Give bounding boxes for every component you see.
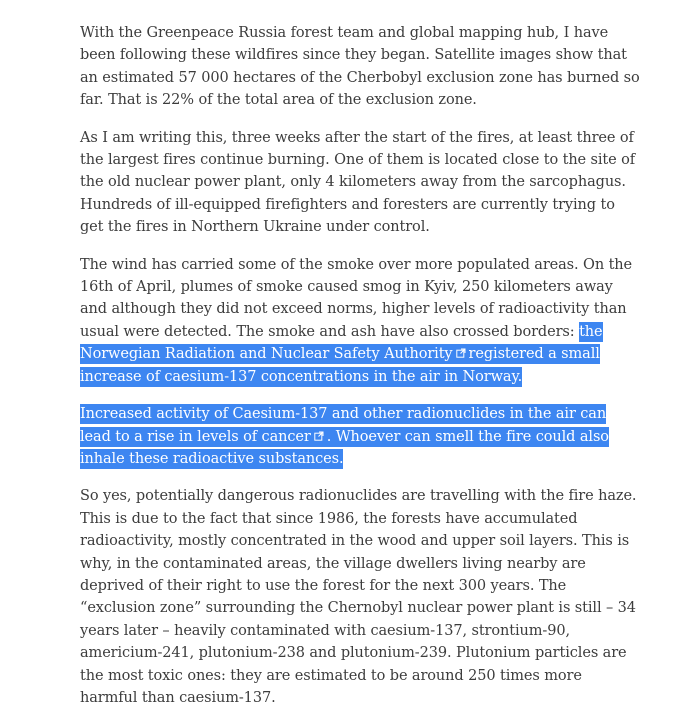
selected-text-lead: the <box>579 323 603 340</box>
norwegian-authority-link[interactable]: Norwegian Radiation and Nuclear Safety Authority <box>80 346 453 363</box>
paragraph-text: The wind has carried some of the smoke over more populated areas. On the 16th of April, plumes of smoke caused smog in Kyiv, 250 kilometers away and although they did not exceed norms, higher levels of radioactivity than usual were detected. The smoke and ash have also crossed borders: <box>80 256 633 340</box>
paragraph-fires-burning: As I am writing this, three weeks after the start of the fires, at least three of the largest fires continue burning. One of them is located close to the site of the old nuclear power plant, only 4 kilometers away from the sarcophagus. Hundreds of ill-equipped firefighters and foresters are currently trying to get the fires in Northern Ukraine under control. <box>80 129 636 236</box>
selected-text <box>80 404 609 469</box>
selected-text-lead: Increased activity of Caesium-137 and other radionuclides in the air can lead to a rise in <box>80 406 607 445</box>
paragraph-cancer-risk <box>80 403 640 470</box>
levels-of-cancer-link[interactable]: levels of cancer <box>197 428 311 445</box>
paragraph-radionuclides: So yes, potentially dangerous radionuclides are travelling with the fire haze. This is due to the fact that since 1986, the forests have accumulated radioactivity, mostly concentrated in the wood and upper soil layers. This is why, in the contaminated areas, the village dwellers living nearby are deprived of their right to use the forest for the next 300 years. The “exclusion zone” surrounding the Chernobyl nuclear power plant is still – 34 years later – heavily contaminated with caesium-137, strontium-90, americium-241, plutonium-238 and plutonium-239. Plutonium particles are the most toxic ones: they are estimated to be around 250 times more harmful than caesium-137. <box>80 488 637 706</box>
external-link-icon[interactable] <box>456 348 466 358</box>
selected-text-tail: . Whoever can smell the fire could also inhale these radioactive substances. <box>80 428 609 467</box>
paragraph-greenpeace-tracking: With the Greenpeace Russia forest team and global mapping hub, I have been following these wildfires since they began. Satellite images show that an estimated 57 000 hectares of the Cherbobyl exclusion zone has burned so far. That is 22% of the total area of the exclusion zone. <box>80 25 640 109</box>
paragraph-smoke-spread <box>80 254 640 388</box>
external-link-icon[interactable] <box>314 431 324 441</box>
selected-text-tail: registered a small increase of caesium-137 concentrations in the air in Norway. <box>80 346 600 385</box>
article-body <box>80 22 640 724</box>
